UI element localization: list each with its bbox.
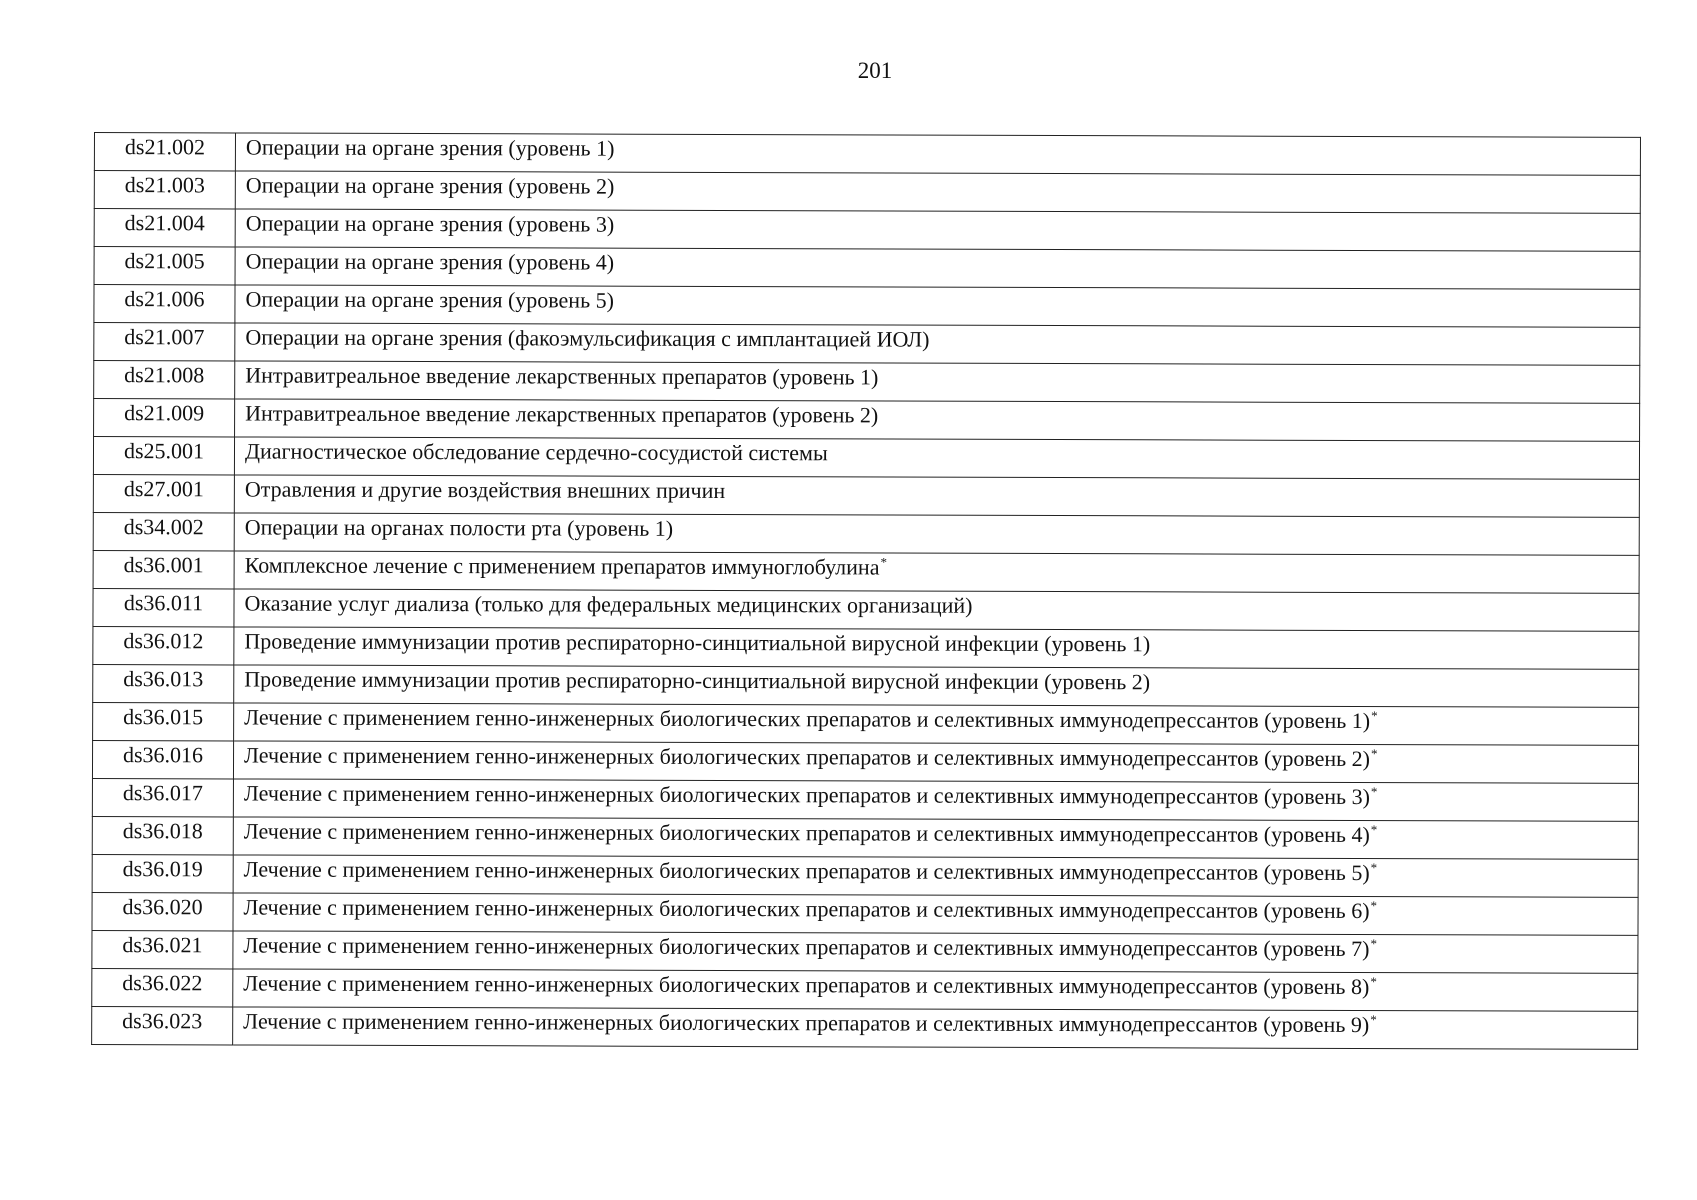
- row-name: Лечение с применением генно-инженерных биологических препаратов и селективных иммунодепрессантов (уровень 3): [243, 780, 1370, 810]
- table-row: [92, 930, 1638, 973]
- row-code: ds36.022: [92, 968, 233, 1006]
- row-name-cell: [235, 133, 1640, 175]
- table-row: [93, 702, 1639, 745]
- row-name: Операции на органе зрения (уровень 4): [245, 248, 615, 275]
- row-name-cell: [234, 475, 1639, 517]
- row-name-cell: [233, 893, 1638, 935]
- row-code: ds25.001: [93, 437, 234, 475]
- row-code: ds36.012: [93, 626, 234, 664]
- row-code: ds36.011: [93, 588, 234, 626]
- table-row: [92, 968, 1638, 1011]
- row-name-cell: [235, 171, 1640, 213]
- row-name: Проведение иммунизации против респираторно-синцитиальной вирусной инфекции (уровень 2): [244, 666, 1151, 695]
- row-name-cell: [235, 361, 1640, 403]
- row-code: ds21.002: [94, 133, 235, 171]
- row-name: Лечение с применением генно-инженерных биологических препаратов и селективных иммунодепрессантов (уровень 9): [243, 1008, 1370, 1038]
- row-name-cell: [233, 741, 1638, 783]
- table-row: [94, 399, 1640, 442]
- footnote-mark: *: [1370, 821, 1378, 837]
- row-name: Лечение с применением генно-инженерных биологических препаратов и селективных иммунодепрессантов (уровень 8): [243, 970, 1370, 1000]
- row-code: ds36.021: [92, 930, 233, 968]
- row-code: ds36.013: [93, 664, 234, 702]
- row-code: ds36.017: [92, 778, 233, 816]
- row-code: ds21.005: [94, 247, 235, 285]
- footnote-mark: *: [1370, 973, 1377, 989]
- footnote-mark: *: [880, 554, 888, 570]
- table-row: [93, 550, 1639, 593]
- row-code: ds36.020: [92, 892, 233, 930]
- row-name: Лечение с применением генно-инженерных биологических препаратов и селективных иммунодепрессантов (уровень 1): [244, 704, 1371, 734]
- row-code: ds36.016: [92, 740, 233, 778]
- table-row: [94, 285, 1640, 328]
- row-name: Оказание услуг диализа (только для федеральных медицинских организаций): [244, 590, 973, 618]
- table-row: [94, 247, 1640, 290]
- row-name: Лечение с применением генно-инженерных биологических препаратов и селективных иммунодепрессантов (уровень 6): [243, 894, 1370, 924]
- footnote-mark: *: [1370, 935, 1377, 951]
- row-name: Операции на органе зрения (факоэмульсификация с имплантацией ИОЛ): [245, 324, 930, 352]
- table-row: [92, 816, 1638, 859]
- row-code: ds36.019: [92, 854, 233, 892]
- codes-table: [91, 132, 1641, 1050]
- table-row: [92, 778, 1638, 821]
- row-name-cell: [234, 513, 1639, 555]
- row-name: Лечение с применением генно-инженерных биологических препаратов и селективных иммунодепрессантов (уровень 7): [243, 932, 1370, 962]
- row-name: Лечение с применением генно-инженерных биологических препаратов и селективных иммунодепрессантов (уровень 2): [244, 742, 1371, 772]
- row-name: Отравления и другие воздействия внешних причин: [244, 476, 726, 503]
- table-row: [92, 1006, 1638, 1049]
- row-name: Операции на органах полости рта (уровень 1): [244, 514, 674, 541]
- table-row: [93, 664, 1639, 707]
- row-name: Диагностическое обследование сердечно-сосудистой системы: [244, 438, 828, 466]
- row-name-cell: [234, 703, 1639, 745]
- table-row: [93, 588, 1639, 631]
- table-row: [94, 171, 1640, 214]
- row-name: Операции на органе зрения (уровень 2): [245, 172, 615, 199]
- footnote-mark: *: [1370, 1011, 1377, 1027]
- row-name: Операции на органе зрения (уровень 5): [245, 286, 614, 313]
- row-name: Лечение с применением генно-инженерных биологических препаратов и селективных иммунодепрессантов (уровень 4): [243, 818, 1370, 848]
- row-name-cell: [234, 589, 1639, 631]
- table-row: [92, 740, 1638, 783]
- row-code: ds27.001: [93, 474, 234, 512]
- row-name: Интравитреальное введение лекарственных препаратов (уровень 1): [245, 362, 879, 390]
- row-name-cell: [233, 969, 1638, 1011]
- table-body: [92, 133, 1641, 1050]
- row-name-cell: [233, 1007, 1638, 1049]
- row-name-cell: [233, 779, 1638, 821]
- row-code: ds34.002: [93, 512, 234, 550]
- table-row: [93, 626, 1639, 669]
- row-code: ds36.015: [93, 702, 234, 740]
- footnote-mark: *: [1371, 745, 1378, 761]
- row-name: Комплексное лечение с применением препаратов иммуноглобулина: [244, 552, 880, 580]
- row-code: ds21.008: [94, 361, 235, 399]
- footnote-mark: *: [1370, 897, 1378, 913]
- row-name-cell: [234, 437, 1639, 479]
- table-row: [94, 209, 1640, 252]
- row-name-cell: [234, 627, 1639, 669]
- row-name-cell: [235, 399, 1640, 441]
- row-name-cell: [234, 665, 1639, 707]
- row-code: ds36.018: [92, 816, 233, 854]
- table-row: [93, 474, 1639, 517]
- row-name-cell: [233, 855, 1638, 897]
- row-code: ds21.006: [94, 285, 235, 323]
- table-row: [93, 437, 1639, 480]
- table-row: [92, 892, 1638, 935]
- row-name: Лечение с применением генно-инженерных биологических препаратов и селективных иммунодепрессантов (уровень 5): [243, 856, 1370, 886]
- page-number: 201: [857, 58, 893, 83]
- row-name-cell: [235, 209, 1640, 251]
- row-name: Операции на органе зрения (уровень 3): [245, 210, 615, 237]
- table-row: [94, 133, 1640, 176]
- row-name-cell: [235, 323, 1640, 365]
- row-name-cell: [235, 247, 1640, 289]
- table-row: [92, 854, 1638, 897]
- row-code: ds36.023: [92, 1006, 233, 1044]
- table-row: [94, 323, 1640, 366]
- row-name-cell: [234, 551, 1639, 593]
- row-name-cell: [233, 931, 1638, 973]
- table-row: [94, 361, 1640, 404]
- table-row: [93, 512, 1639, 555]
- row-name-cell: [235, 285, 1640, 327]
- footnote-mark: *: [1370, 859, 1378, 875]
- footnote-mark: *: [1371, 707, 1378, 723]
- row-code: ds21.003: [94, 171, 235, 209]
- row-name: Проведение иммунизации против респираторно-синцитиальной вирусной инфекции (уровень 1): [244, 628, 1151, 657]
- row-name-cell: [233, 817, 1638, 859]
- row-code: ds21.004: [94, 209, 235, 247]
- footnote-mark: *: [1370, 783, 1378, 799]
- row-code: ds21.007: [94, 323, 235, 361]
- row-name: Интравитреальное введение лекарственных препаратов (уровень 2): [245, 400, 879, 428]
- row-code: ds36.001: [93, 550, 234, 588]
- row-name: Операции на органе зрения (уровень 1): [245, 134, 615, 161]
- row-code: ds21.009: [94, 399, 235, 437]
